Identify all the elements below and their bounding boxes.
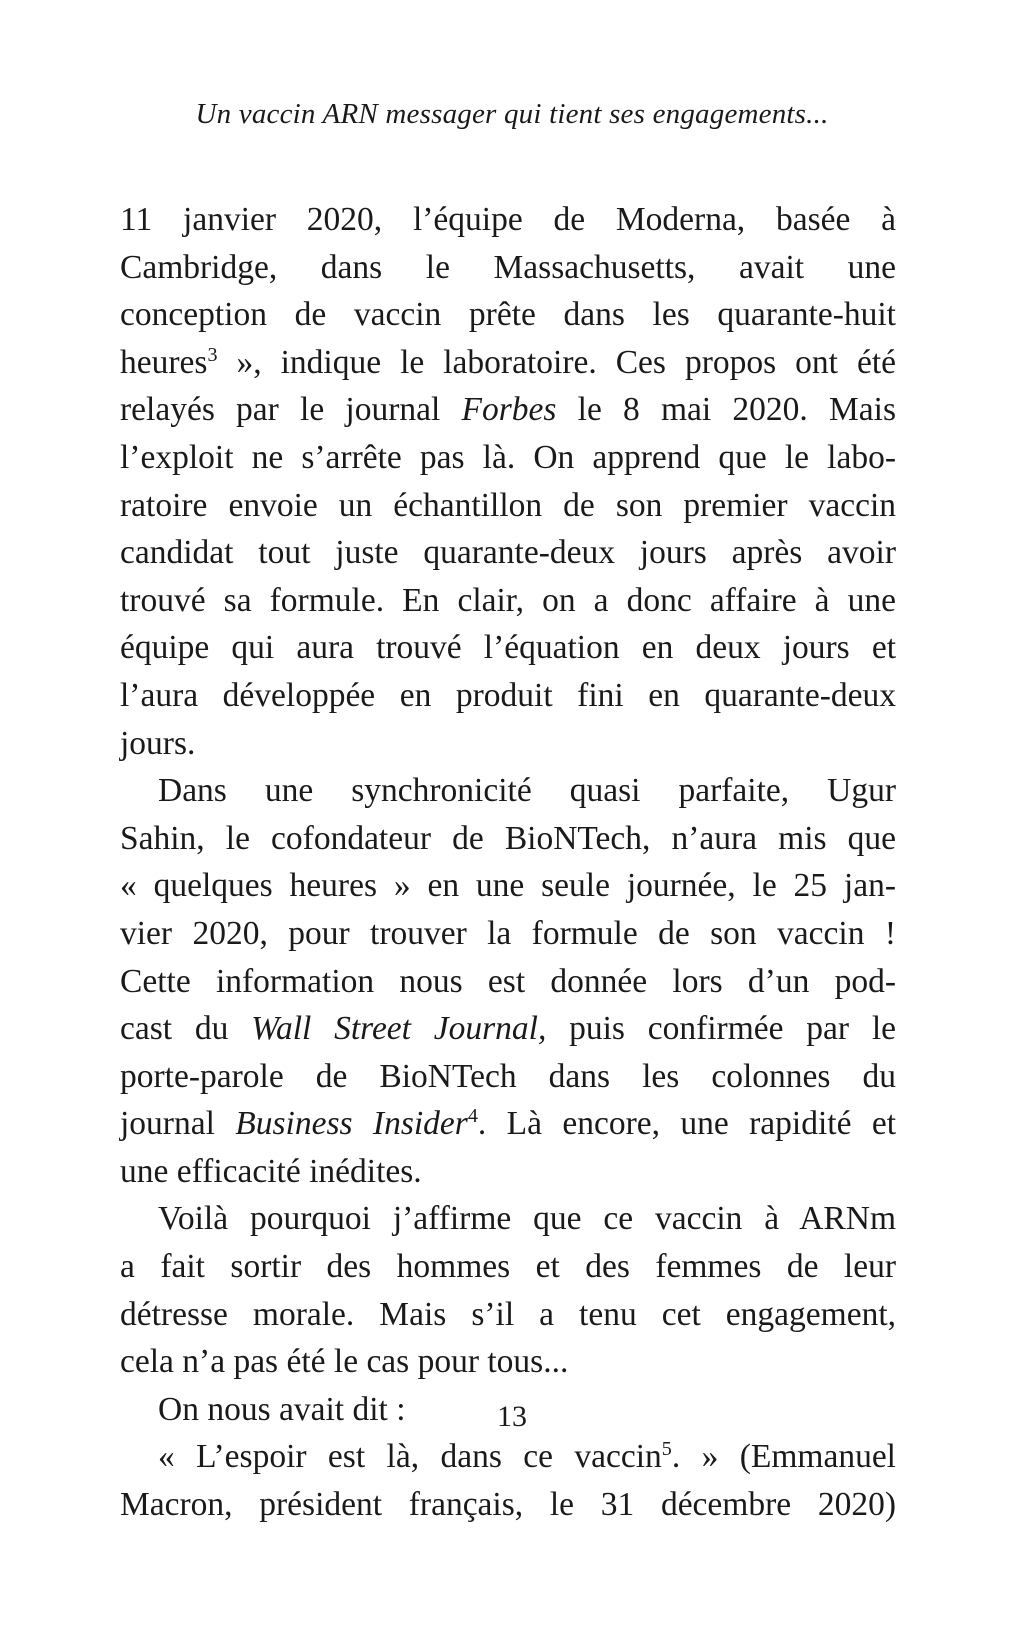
paragraph-3	[120, 1195, 896, 1385]
italic-title-forbes: Forbes	[461, 391, 557, 429]
body-text	[120, 196, 896, 1529]
text-line: candidat tout juste quarante-deux jours après avoir	[120, 534, 896, 572]
paragraph-1	[120, 196, 896, 767]
page-number: 13	[497, 1400, 527, 1433]
footnote-ref-5: 5	[661, 1438, 672, 1461]
running-header: Un vaccin ARN messager qui tient ses engagements...	[195, 98, 829, 130]
text-line: porte-parole de BioNTech dans les colonnes du	[120, 1057, 896, 1095]
text-line: « quelques heures » en une seule journée, le 25 jan-	[120, 867, 896, 905]
footnote-ref-4: 4	[467, 1105, 478, 1128]
text-line: a fait sortir des hommes et des femmes de leur	[120, 1248, 896, 1286]
text-line: Cette information nous est donnée lors d’un pod-	[120, 962, 896, 1000]
text-line: On nous avait dit :	[158, 1390, 406, 1428]
text-line: détresse morale. Mais s’il a tenu cet engagement,	[120, 1295, 896, 1333]
text-line: Voilà pourquoi j’affirme que ce vaccin à ARNm	[158, 1200, 896, 1238]
text-line: Sahin, le cofondateur de BioNTech, n’aura mis que	[120, 819, 896, 857]
text-line: ratoire envoie un échantillon de son premier vaccin	[120, 486, 896, 524]
text-line: conception de vaccin prête dans les quarante-huit	[120, 296, 896, 334]
text-line: journal Business Insider$^4$. Là encore, une rapidité et	[120, 1105, 896, 1143]
text-line: Dans une synchronicité quasi parfaite, Ugur	[158, 772, 896, 810]
text-line: Macron, président français, le 31 décembre 2020)	[120, 1486, 896, 1524]
text-line: trouvé sa formule. En clair, on a donc affaire à une	[120, 581, 896, 619]
text-line: heures$^3$ », indique le laboratoire. Ces propos ont été	[120, 343, 896, 381]
paragraph-2	[120, 767, 896, 1195]
text-line: cela n’a pas été le cas pour tous...	[120, 1343, 569, 1381]
text-line: relayés par le journal Forbes le 8 mai 2020. Mais	[120, 391, 896, 429]
footnote-ref-3: 3	[207, 343, 218, 366]
text-line: une efficacité inédites.	[120, 1152, 422, 1190]
text-line: équipe qui aura trouvé l’équation en deux jours et	[120, 629, 896, 667]
italic-title-business-insider: Business Insider	[235, 1105, 468, 1143]
text-line: l’exploit ne s’arrête pas là. On apprend que le labo-	[120, 438, 896, 476]
text-line: cast du Wall Street Journal, puis confirmée par le	[120, 1010, 896, 1048]
text-line: 11 janvier 2020, l’équipe de Moderna, basée à	[120, 201, 896, 238]
text-line: « L’espoir est là, dans ce vaccin$^5$. » (Emmanuel	[158, 1438, 896, 1476]
text-line: vier 2020, pour trouver la formule de son vaccin !	[120, 914, 896, 952]
paragraph-5-quote	[120, 1433, 896, 1528]
text-line: jours.	[120, 724, 196, 762]
text-line: Cambridge, dans le Massachusetts, avait une	[120, 248, 896, 286]
text-line: l’aura développée en produit fini en quarante-deux	[120, 676, 896, 714]
italic-title-wsj: Wall Street Journal,	[251, 1010, 547, 1048]
